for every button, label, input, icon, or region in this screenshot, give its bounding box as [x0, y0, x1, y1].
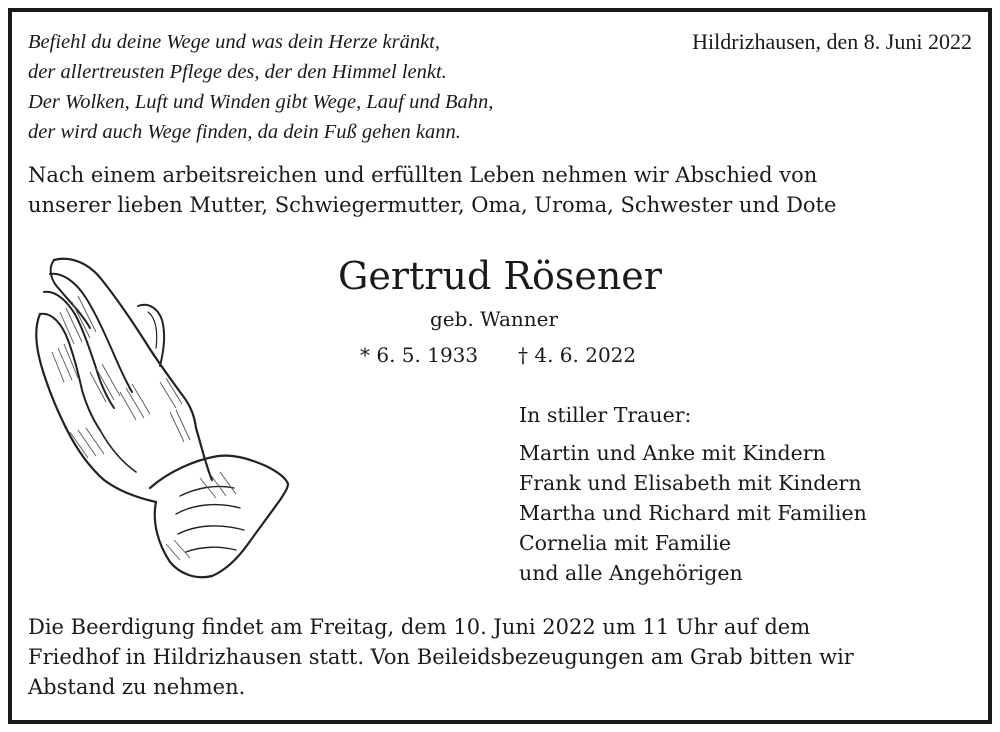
- funeral-line: Friedhof in Hildrizhausen statt. Von Beileidsbezeugungen am Grab bitten wir: [28, 645, 854, 669]
- mourner-entry: Martin und Anke mit Kindern: [519, 441, 826, 465]
- birth-date: * 6. 5. 1933: [360, 343, 479, 367]
- intro-line: Nach einem arbeitsreichen und erfüllten Leben nehmen wir Abschied von: [28, 163, 818, 187]
- verse-line: Befiehl du deine Wege und was dein Herze kränkt,: [28, 31, 440, 53]
- funeral-line: Abstand zu nehmen.: [28, 675, 246, 699]
- verse-block: [28, 27, 493, 147]
- mourners-block: [519, 400, 867, 588]
- funeral-notice: [28, 612, 854, 702]
- mourners-heading: In stiller Trauer:: [519, 403, 692, 427]
- date-line: Hildrizhausen, den 8. Juni 2022: [692, 29, 972, 54]
- intro-text: [28, 160, 836, 220]
- death-date: † 4. 6. 2022: [518, 343, 637, 367]
- verse-line: der wird auch Wege finden, da dein Fuß gehen kann.: [28, 121, 461, 143]
- verse-line: Der Wolken, Luft und Winden gibt Wege, Lauf und Bahn,: [28, 91, 494, 113]
- funeral-line: Die Beerdigung findet am Freitag, dem 10. Juni 2022 um 11 Uhr auf dem: [28, 615, 811, 639]
- mourner-entry: Martha und Richard mit Familien: [519, 501, 867, 525]
- mourner-entry: und alle Angehörigen: [519, 561, 743, 585]
- deceased-name: Gertrud Rösener: [338, 254, 662, 298]
- verse-line: der allertreusten Pflege des, der den Himmel lenkt.: [28, 61, 447, 83]
- intro-line: unserer lieben Mutter, Schwiegermutter, Oma, Uroma, Schwester und Dote: [28, 193, 837, 217]
- maiden-name: geb. Wanner: [430, 307, 559, 331]
- mourner-entry: Cornelia mit Familie: [519, 531, 732, 555]
- mourner-entry: Frank und Elisabeth mit Kindern: [519, 471, 862, 495]
